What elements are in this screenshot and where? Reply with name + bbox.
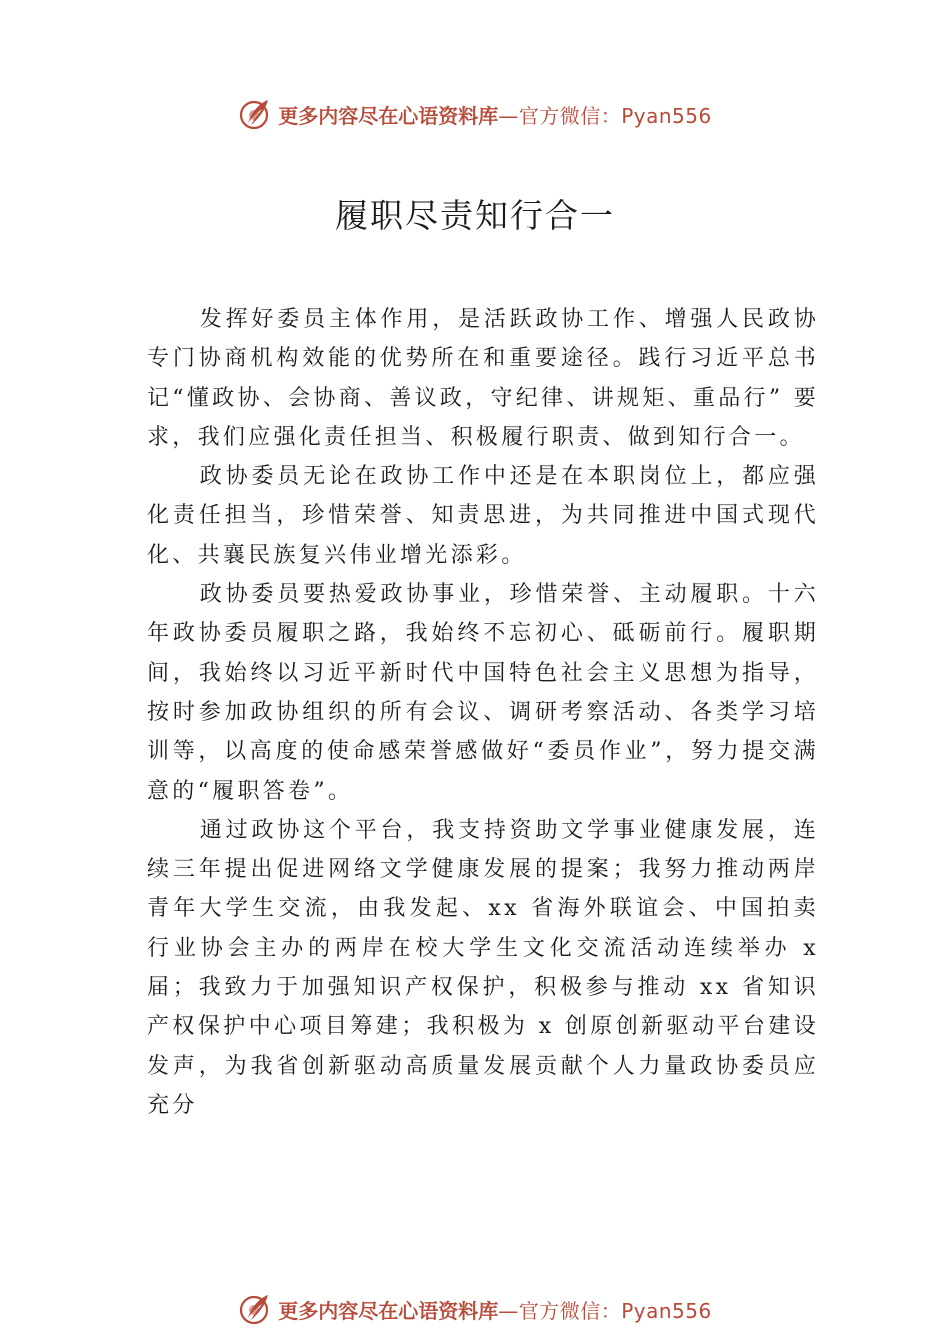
quill-circle-icon [238, 1292, 272, 1326]
watermark-left-text: 更多内容尽在心语资料库 [278, 1298, 499, 1323]
paragraph: 政协委员无论在政协工作中还是在本职岗位上，都应强化责任担当，珍惜荣誉、知责思进，为共同推进中国式现代化、共襄民族复兴伟业增光添彩。 [147, 464, 819, 568]
paragraph: 政协委员要热爱政协事业，珍惜荣誉、主动履职。十六年政协委员履职之路，我始终不忘初心、砥砺前行。履职期间，我始终以习近平新时代中国特色社会主义思想为指导， 按时参加政协组织的所有会议、调研考察活动、各类学习培训等，以高度的使命感荣誉感做好“委员作业”，努力提交满意的“履职答卷”。 [147, 582, 819, 804]
quill-circle-icon [238, 97, 272, 131]
paragraph: 通过政协这个平台，我支持资助文学事业健康发展，连续三年提出促进网络文学健康发展的提案；我努力推动两岸青年大学生交流，由我发起、xx 省海外联谊会、中国拍卖行业协会主办的两岸在校大学生文化交流活动连续举办 x 届；我致力于加强知识产权保护，积极参与推动 xx 省知识产权保护中心项目筹建；我积极为 x 创原创新驱动平台建设发声，为我省创新驱动高质量发展贡献个人力量政协委员应充分 [147, 817, 819, 1118]
watermark-banner-bottom [0, 1289, 950, 1329]
watermark-left-text: 更多内容尽在心语资料库 [278, 103, 499, 128]
document-body [147, 300, 819, 1125]
watermark-right-text: —官方微信：Pyan556 [498, 1298, 712, 1323]
watermark-right-text: —官方微信：Pyan556 [498, 103, 712, 128]
document-title: 履职尽责知行合一 [335, 196, 615, 235]
paragraph: 发挥好委员主体作用，是活跃政协工作、增强人民政协专门协商机构效能的优势所在和重要途径。践行习近平总书记“懂政协、会协商、善议政，守纪律、讲规矩、重品行” 要求，我们应强化责任担当、积极履行职责、做到知行合一。 [147, 307, 819, 450]
watermark-banner-top [0, 94, 950, 134]
